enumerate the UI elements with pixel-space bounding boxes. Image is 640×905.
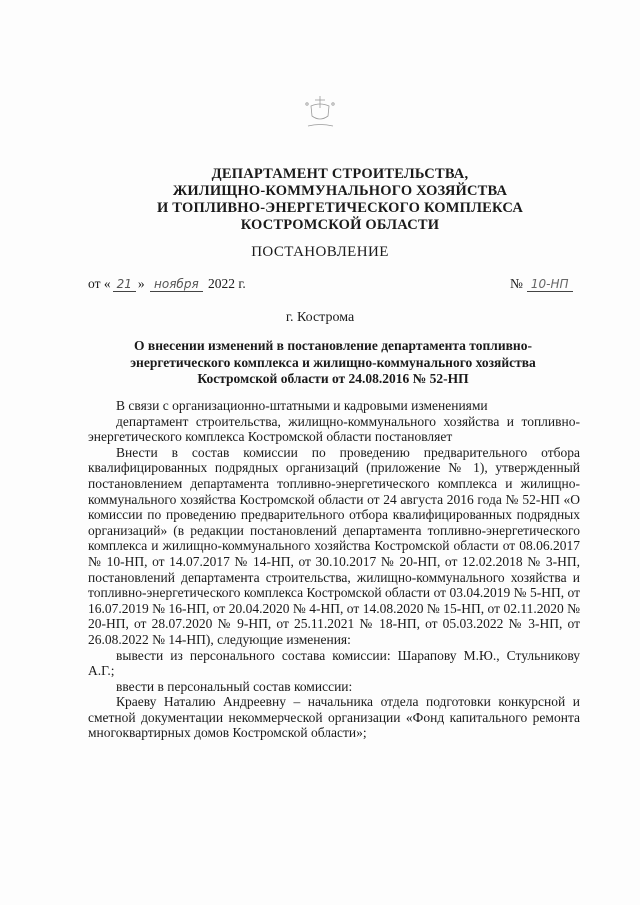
date-day-handwritten: 21 xyxy=(113,277,136,292)
number-prefix: № xyxy=(510,276,523,291)
date-month-handwritten: ноября xyxy=(150,277,203,292)
document-subject xyxy=(118,338,548,388)
date-mid: » xyxy=(137,276,145,291)
date-prefix: от « xyxy=(88,276,111,291)
paragraph: департамент строительства, жилищно-коммунального хозяйства и топливно-энергетического комплекса Костромской области постановляет xyxy=(88,413,580,445)
department-name xyxy=(150,166,530,234)
department-line-4: КОСТРОМСКОЙ ОБЛАСТИ xyxy=(240,217,440,233)
subject-line-2: энергетического комплекса и жилищно-коммунального хозяйства xyxy=(130,354,536,370)
department-line-1: ДЕПАРТАМЕНТ СТРОИТЕЛЬСТВА, xyxy=(211,166,469,182)
paragraph: вывести из персонального состава комиссии: Шарапову М.Ю., Стульникову А.Г.; xyxy=(88,647,580,679)
date-suffix: 2022 г. xyxy=(208,276,246,291)
coat-of-arms-emblem xyxy=(293,92,347,132)
paragraph: Краеву Наталию Андреевну – начальника отдела подготовки конкурсной и сметной документации некоммерческой организации «Фонд капитального ремонта многоквартирных домов Костромской области»; xyxy=(88,694,580,741)
department-line-2: ЖИЛИЩНО-КОММУНАЛЬНОГО ХОЗЯЙСТВА xyxy=(172,183,508,199)
paragraph: Внести в состав комиссии по проведению предварительного отбора квалифицированных подрядных организаций (приложение № 1), утвержденный постановлением департамента топливно-энергетического комплекса и жилищно-коммунального хозяйства Костромской области от 24 августа 2016 года № 52-НП «О комиссии по проведению предварительного отбора квалифицированных подрядных организаций» (в редакции постановлений департамента топливно-энергетического комплекса и жилищно-коммунального хозяйства Костромской области от 08.06.2017 № 10-НП, от 14.07.2017 № 14-НП, от 30.10.2017 № 20-НП, от 12.02.2018 № 3-НП, постановлений департамента строительства, жилищно-коммунального хозяйства и топливно-энергетического комплекса Костромской области от 03.04.2019 № 5-НП, от 16.07.2019 № 16-НП, от 20.04.2020 № 4-НП, от 14.08.2020 № 15-НП, от 02.11.2020 № 20-НП, от 28.07.2020 № 9-НП, от 25.11.2021 № 18-НП, от 05.03.2022 № 3-НП, от 26.08.2022 № 14-НП), следующие изменения: xyxy=(88,444,580,647)
document-date xyxy=(88,276,246,292)
department-line-3: И ТОПЛИВНО-ЭНЕРГЕТИЧЕСКОГО КОМПЛЕКСА xyxy=(157,200,523,216)
document-body xyxy=(88,398,580,741)
paragraph: В связи с организационно-штатными и кадровыми изменениями xyxy=(116,398,488,413)
paragraph: ввести в персональный состав комиссии: xyxy=(116,678,353,694)
document-number xyxy=(510,276,573,292)
city: г. Кострома xyxy=(285,310,355,325)
subject-line-3: Костромской области от 24.08.2016 № 52-НП xyxy=(197,371,469,386)
document-type: ПОСТАНОВЛЕНИЕ xyxy=(251,244,389,260)
number-handwritten: 10-НП xyxy=(527,277,573,292)
subject-line-1: О внесении изменений в постановление департамента топливно- xyxy=(134,338,532,353)
